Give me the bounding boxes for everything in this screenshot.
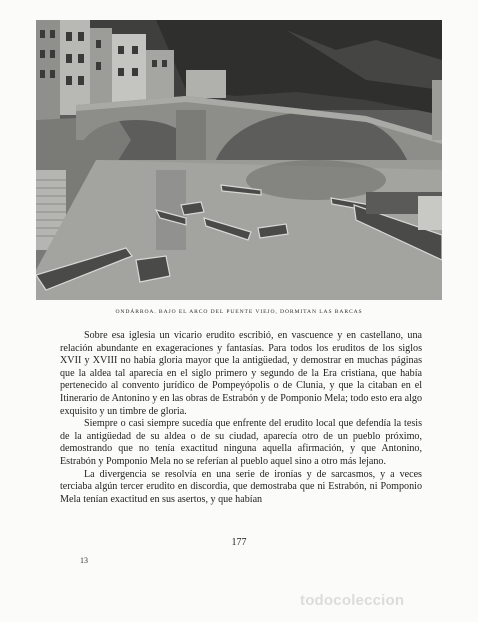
paragraph: Siempre o casi siempre sucedía que enfrente del erudito local que defendía la tesis de la antigüedad de su aldea o de su ciudad, aparecía otro de un pueblo próximo, demostrando que no tenía exactitud ninguna aquella afirmación, y que Antonino, Estrabón y Pomponio Mela no se referían al pueblo aquel sino a otro más lejano. [60,418,422,467]
river-bridge-photo [36,20,442,300]
body-text [60,330,422,506]
paragraph: La divergencia se resolvía en una serie de ironías y de sarcasmos, y a veces terciaba algún tercer erudito en discordia, que demostraba que ni Estrabón, ni Pomponio Mela tenían exactitud en sus asertos, y que habían [60,468,422,505]
paragraph: Sobre esa iglesia un vicario erudito escribió, en vascuence y en castellano, una relación abundante en exageraciones y fantasías. Para todos los eruditos de los siglos XVII y XVIII no había gloria mayor que la antigüedad, y demostrar en muchas páginas que la aldea tal aparecía en el siglo primero y segundo de la Era cristiana, que había pertenecido al convento jurídico de Pompeyópolis o de Clunia, y que la citaban en el Itinerario de Antonino y en las obras de Estrabón y de Pomponio Mela; todo esto era algo exquisito y un timbre de gloria. [60,330,422,417]
photo-caption: ONDÁRROA. BAJO EL ARCO DEL PUENTE VIEJO, DORMITAN LAS BARCAS [115,309,363,315]
margin-mark: 13 [80,556,88,565]
watermark: todocoleccion [300,592,405,609]
page-number: 177 [231,537,247,548]
